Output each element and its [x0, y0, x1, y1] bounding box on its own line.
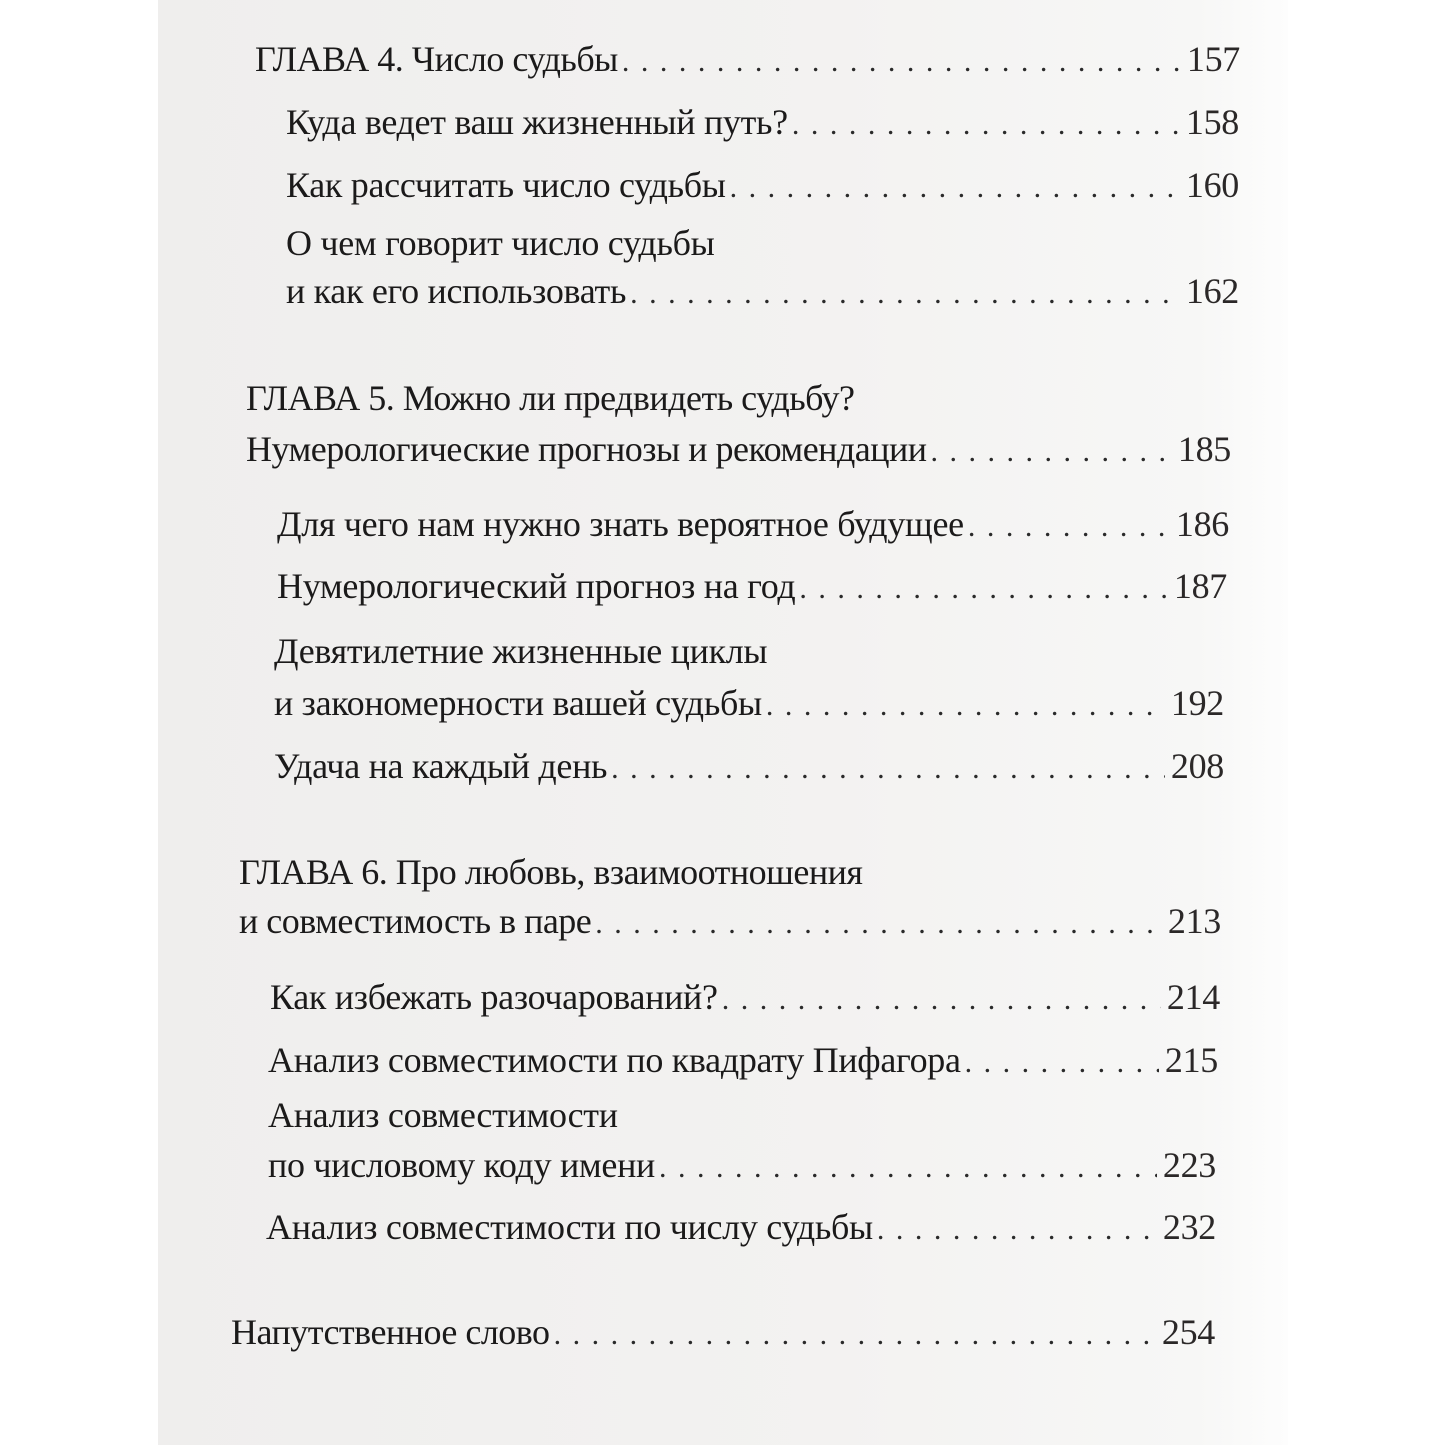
chapter-title: Нумерологические прогнозы и рекомендации [246, 429, 927, 469]
chapter-title: ГЛАВА 4. Число судьбы [255, 39, 618, 79]
dot-leader [792, 100, 1180, 150]
toc-chapter-5-line-1 [246, 373, 1236, 423]
section-title: Для чего нам нужно знать вероятное будущее [277, 504, 964, 544]
toc-section [274, 741, 1224, 791]
dot-leader [611, 744, 1165, 794]
toc-section [286, 266, 1239, 316]
section-title: Анализ совместимости по квадрату Пифагора [268, 1040, 961, 1080]
dot-leader [968, 502, 1170, 552]
toc-section [277, 561, 1227, 611]
section-title: Девятилетние жизненные циклы [274, 631, 768, 671]
page-number: 213 [1167, 901, 1221, 941]
page-number: 160 [1185, 165, 1239, 205]
page-number: 185 [1177, 429, 1231, 469]
dot-leader [730, 163, 1180, 213]
page-number: 214 [1166, 977, 1220, 1017]
toc-chapter-5 [246, 424, 1231, 474]
dot-leader [722, 975, 1161, 1025]
dot-leader [659, 1143, 1157, 1193]
page-number: 215 [1164, 1040, 1218, 1080]
page-number: 157 [1186, 39, 1240, 79]
chapter-title: ГЛАВА 5. Можно ли предвидеть судьбу? [246, 378, 855, 418]
toc-section [268, 1140, 1216, 1190]
toc-chapter-6-line-1 [239, 847, 1229, 897]
dot-leader [554, 1310, 1156, 1360]
toc-chapter-6 [239, 896, 1221, 946]
toc-section-line-1 [274, 626, 1224, 676]
chapter-title: и совместимость в паре [239, 901, 592, 941]
section-title: и закономерности вашей судьбы [274, 683, 762, 723]
toc-section [274, 678, 1224, 728]
dot-leader [877, 1205, 1157, 1255]
dot-leader [595, 899, 1162, 949]
toc-section [286, 160, 1239, 210]
section-title: Анализ совместимости [268, 1095, 618, 1135]
dot-leader [766, 681, 1165, 731]
page-number: 208 [1170, 746, 1224, 786]
dot-leader [965, 1038, 1159, 1088]
toc-section [266, 1202, 1216, 1252]
dot-leader [799, 564, 1167, 614]
dot-leader [622, 37, 1181, 87]
toc-section-line-1 [286, 218, 1239, 268]
toc-section [286, 97, 1239, 147]
page-number: 232 [1162, 1207, 1216, 1247]
page-number: 162 [1185, 271, 1239, 311]
section-title: Как рассчитать число судьбы [286, 165, 726, 205]
toc-section [268, 1035, 1218, 1085]
page-number: 223 [1162, 1145, 1216, 1185]
dot-leader [630, 269, 1180, 319]
section-title: Удача на каждый день [274, 746, 608, 786]
page-number: 158 [1185, 102, 1239, 142]
section-title: и как его использовать [286, 271, 627, 311]
section-title: Куда ведет ваш жизненный путь? [286, 102, 788, 142]
toc-section-line-1 [268, 1090, 1218, 1140]
section-title: Нумерологический прогноз на год [277, 566, 796, 606]
page-number: 254 [1161, 1312, 1215, 1352]
section-title: Анализ совместимости по числу судьбы [266, 1207, 873, 1247]
page-number: 186 [1175, 504, 1229, 544]
section-title: Как избежать разочарований? [270, 977, 718, 1017]
page-number: 192 [1170, 683, 1224, 723]
chapter-title: ГЛАВА 6. Про любовь, взаимоотношения [239, 852, 863, 892]
page-number: 187 [1173, 566, 1227, 606]
section-title: О чем говорит число судьбы [286, 223, 715, 263]
dot-leader [931, 427, 1172, 477]
toc-chapter-4 [255, 34, 1240, 84]
closing-title: Напутственное слово [231, 1312, 550, 1352]
toc-section [270, 972, 1220, 1022]
toc-section [277, 499, 1229, 549]
toc-closing [231, 1307, 1215, 1357]
section-title: по числовому коду имени [268, 1145, 656, 1185]
